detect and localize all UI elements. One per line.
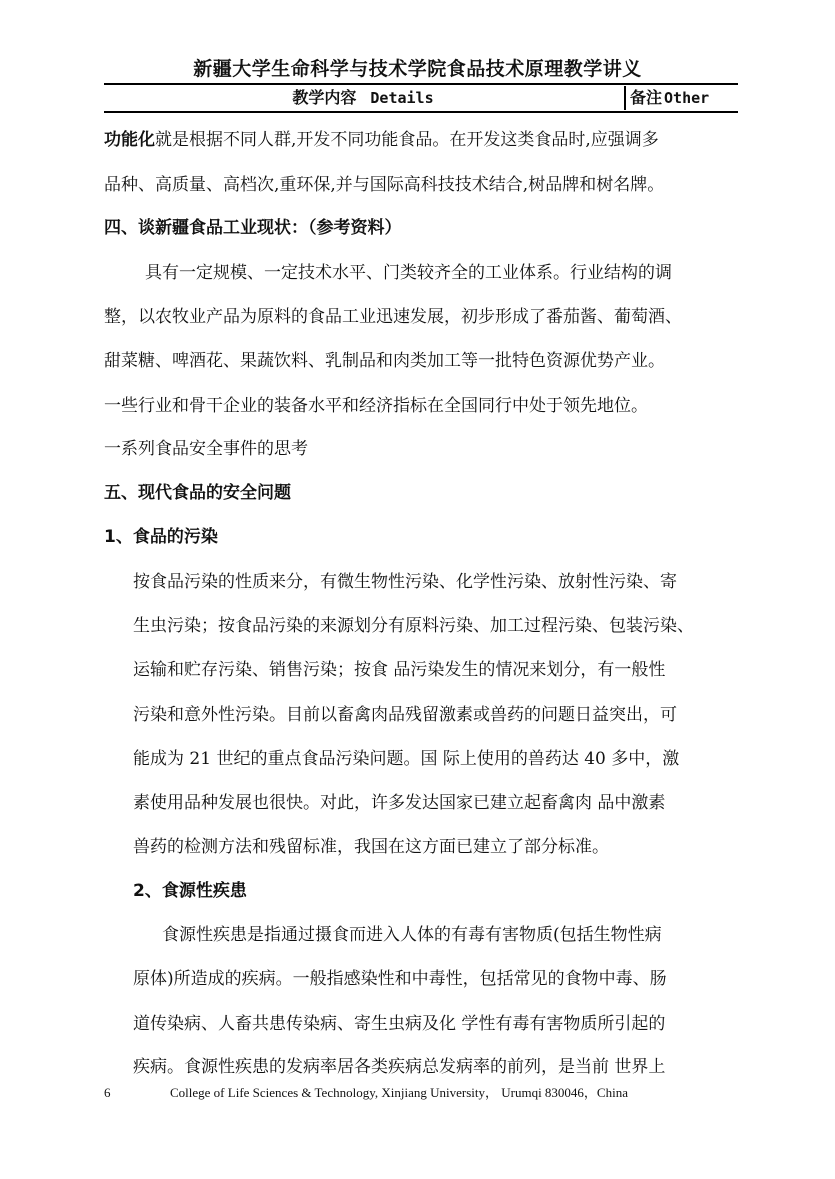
- section-heading-food-safety: 五、现代食品的安全问题: [104, 483, 291, 503]
- paragraph-line: 道传染病、人畜共患传染病、寄生虫病及化 学性有毒有害物质所引起的: [133, 1014, 666, 1034]
- paragraph-line: 按食品污染的性质来分，有微生物性污染、化学性污染、放射性污染、寄: [133, 572, 677, 592]
- subsection-heading-foodborne-disease: 2、食源性疾患: [133, 881, 247, 901]
- document-header-title: 新疆大学生命科学与技术学院食品技术原理教学讲义: [193, 58, 642, 80]
- paragraph-line: 能成为 21 世纪的重点食品污染问题。国 际上使用的兽药达 40 多中，激: [133, 749, 680, 769]
- paragraph-food-safety-events: 一系列食品安全事件的思考: [104, 439, 308, 459]
- paragraph-line: 整，以农牧业产品为原料的食品工业迅速发展，初步形成了番茄酱、葡萄酒、: [104, 307, 682, 327]
- paragraph-line: 甜菜糖、啤酒花、果蔬饮料、乳制品和肉类加工等一批特色资源优势产业。: [104, 351, 665, 371]
- paragraph-functionalization-line-1: [104, 128, 659, 152]
- subsection-heading-food-pollution: 1、食品的污染: [104, 527, 218, 547]
- header-details-en: Details: [370, 89, 434, 107]
- header-column-details: [104, 86, 622, 110]
- term-functionalization: 功能化: [104, 130, 155, 150]
- header-other-cn: 备注: [630, 88, 663, 107]
- paragraph-line: 兽药的检测方法和残留标准，我国在这方面已建立了部分标准。: [133, 837, 609, 857]
- paragraph-line: 素使用品种发展也很快。对此，许多发达国家已建立起畜禽肉 品中激素: [133, 793, 666, 813]
- header-column-other: [630, 86, 709, 110]
- paragraph-line: 原体)所造成的疾病。一般指感染性和中毒性，包括常见的食物中毒、肠: [133, 969, 667, 989]
- paragraph-text: 就是根据不同人群,开发不同功能食品。在开发这类食品时,应强调多: [155, 130, 659, 150]
- paragraph-line: 污染和意外性污染。目前以畜禽肉品残留激素或兽药的问题日益突出，可: [133, 705, 677, 725]
- page-number: 6: [104, 1085, 111, 1100]
- section-heading-xinjiang-industry: 四、谈新疆食品工业现状：（参考资料）: [104, 218, 402, 238]
- header-details-cn: 教学内容: [292, 88, 357, 107]
- header-column-divider: [624, 86, 626, 110]
- paragraph-line: 疾病。食源性疾患的发病率居各类疾病总发病率的前列，是当前 世界上: [133, 1057, 666, 1077]
- paragraph-functionalization-line-2: 品种、高质量、高档次,重环保,并与国际高科技技术结合,树品牌和树名牌。: [104, 175, 665, 195]
- header-other-en: Other: [664, 89, 710, 107]
- paragraph-line: 生虫污染；按食品污染的来源划分有原料污染、加工过程污染、包装污染、: [133, 616, 694, 636]
- header-columns: [104, 86, 738, 110]
- header-rule-bottom: [104, 111, 738, 113]
- paragraph-line: 具有一定规模、一定技术水平、门类较齐全的工业体系。行业结构的调: [145, 263, 672, 283]
- paragraph-line: 食源性疾患是指通过摄食而进入人体的有毒有害物质(包括生物性病: [162, 925, 662, 945]
- paragraph-line: 运输和贮存污染、销售污染；按食 品污染发生的情况来划分，有一般性: [133, 660, 666, 680]
- paragraph-line: 一些行业和骨干企业的装备水平和经济指标在全国同行中处于领先地位。: [104, 396, 648, 416]
- header-rule-top: [104, 83, 738, 85]
- footer-institution: College of Life Sciences & Technology, Xinjiang University， Urumqi 830046，China: [170, 1085, 628, 1100]
